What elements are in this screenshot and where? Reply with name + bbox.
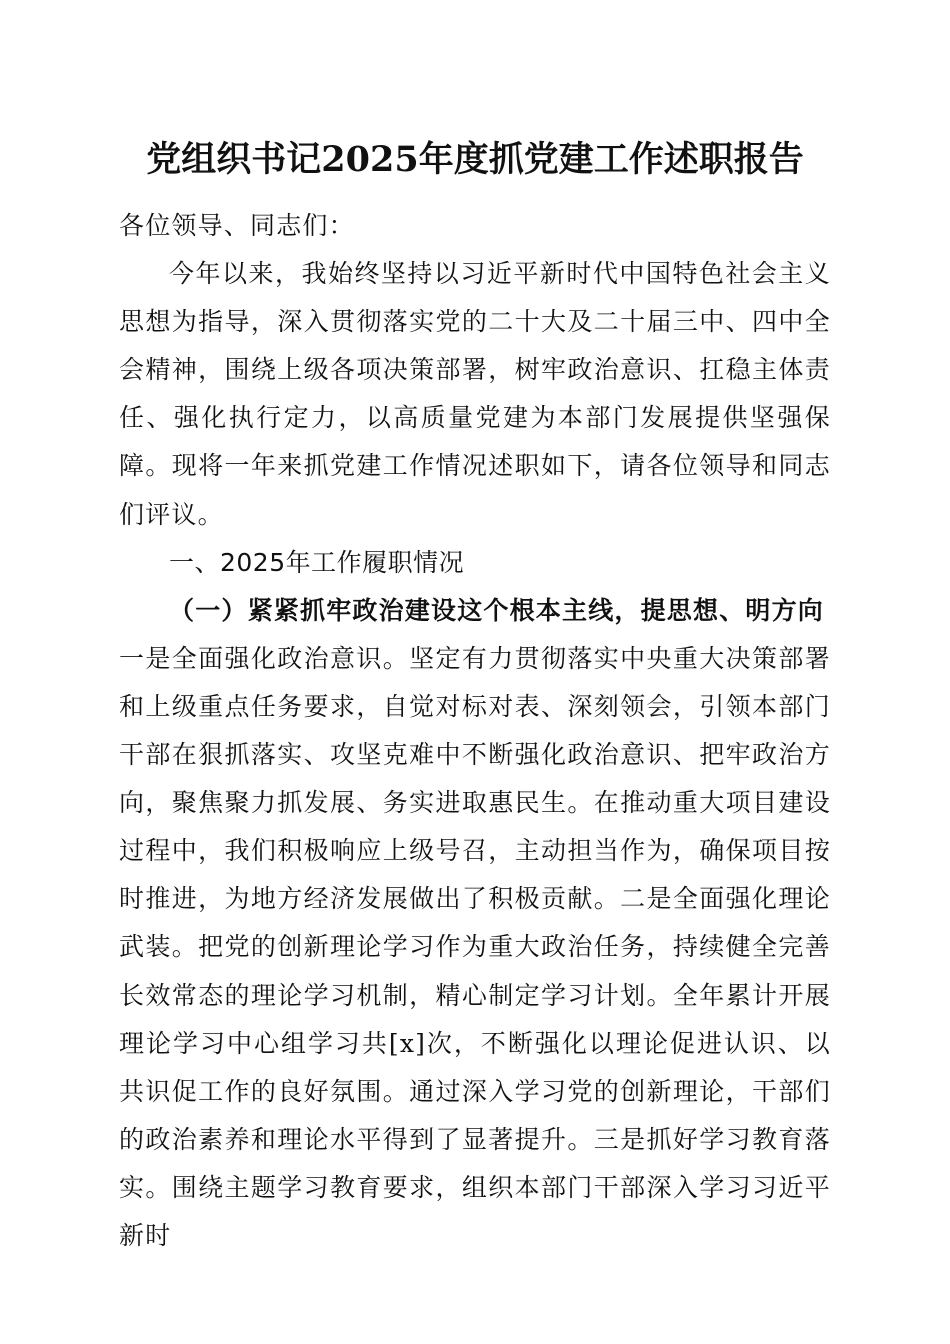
document-body: [119, 202, 831, 1260]
document-title: 党组织书记2025年度抓党建工作述职报告: [146, 139, 804, 180]
intro-paragraph: 今年以来，我始终坚持以习近平新时代中国特色社会主义思想为指导，深入贯彻落实党的二十大及二十届三中、四中全会精神，围绕上级各项决策部署，树牢政治意识、扛稳主体责任、强化执行定力，以高质量党建为本部门发展提供坚强保障。现将一年来抓党建工作情况述职如下，请各位领导和同志们评议。: [119, 259, 831, 529]
subsection-body-paragraph: 一是全面强化政治意识。坚定有力贯彻落实中央重大决策部署和上级重点任务要求，自觉对标对表、深刻领会，引领本部门干部在狠抓落实、攻坚克难中不断强化政治意识、把牢政治方向，聚焦聚力抓发展、务实进取惠民生。在推动重大项目建设过程中，我们积极响应上级号召，主动担当作为，确保项目按时推进，为地方经济发展做出了积极贡献。二是全面强化理论武装。把党的创新理论学习作为重大政治任务，持续健全完善长效常态的理论学习机制，精心制定学习计划。全年累计开展理论学习中心组学习共[x]次，不断强化以理论促进认识、以共识促工作的良好氛围。通过深入学习党的创新理论，干部们的政治素养和理论水平得到了显著提升。三是抓好学习教育落实。围绕主题学习教育要求，组织本部门干部深入学习习近平新时: [119, 643, 831, 1250]
salutation: 各位领导、同志们：: [119, 211, 355, 240]
section-heading: 一、2025年工作履职情况: [169, 547, 465, 577]
subsection-heading: （一）紧紧抓牢政治建设这个根本主线，提思想、明方向: [169, 595, 825, 625]
